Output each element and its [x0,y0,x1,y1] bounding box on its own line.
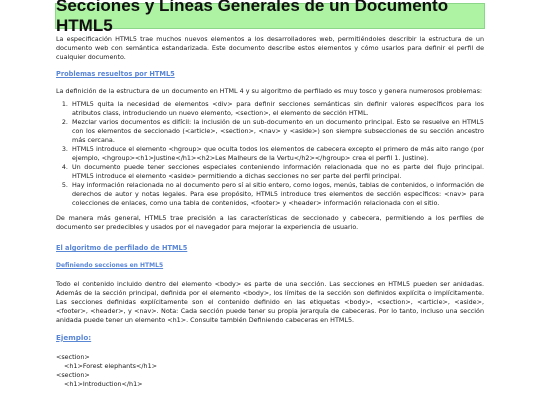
code-line: <h1>Forest elephants</h1> [64,362,157,370]
list-item: 5. Hay información relacionada no al documento pero sí al sitio entero, como logos, menús, tablas de contenidos, o información de derechos de autor y notas legales. Para ese propósito, HTML5 introduce tres elementos de sección específicos: <nav> para colecciones de enlaces, como una tabla de contenidos, <footer> y <header> información relacionada con el sitio. [70,181,484,208]
code-line: <h1>Introduction</h1> [64,380,143,388]
problems-heading-link[interactable]: Problemas resueltos por HTML5 [56,70,175,78]
code-example [56,353,484,389]
algorithm-heading-link[interactable]: El algoritmo de perfilado de HTML5 [56,244,188,252]
document-body [0,35,540,389]
problems-paragraph: La definición de la estructura de un documento en HTML 4 y su algoritmo de perfilado es muy tosco y genera numerosos problemas: [56,87,483,95]
list-item: 1. HTML5 quita la necesidad de elementos <div> para definir secciones semánticas sin definir valores específicos para los atributos class, introduciendo un nuevo elemento, <section>, el elemento de sección HTML. [70,100,484,118]
list-item: 3. HTML5 introduce el elemento <hgroup> que oculta todos los elementos de cabecera excepto el primero de más alto rango (por ejemplo, <hgroup><h1>Justine</h1><h2>Les Malheurs de la Vertu</h2></hgroup> crea el perfil 1. Justine). [70,145,484,163]
title-banner [55,0,485,35]
list-item: 4. Un documento puede tener secciones especiales conteniendo información relacionada que no es parte del flujo principal. HTML5 introduce el elemento <aside> permitiendo a dichas secciones no ser parte del perfil principal. [70,163,484,181]
list-item: 2. Mezclar varios documentos es difícil: la inclusión de un sub-documento en un documento principal. Esto se resuelve en HTML5 con los elementos de seccionado (<article>, <section>, <nav> y <aside>) son siempre subsecciones de su sección ancestro más cercana. [70,118,484,145]
general-paragraph: De manera más general, HTML5 trae precisión a las características de seccionado y cabecera, permitiendo a los perfiles de documento ser predecibles y usados por el navegador para mejorar la experiencia de usuario. [56,214,484,231]
example-heading-link[interactable]: Ejemplo: [56,333,92,342]
problems-list [56,100,484,208]
intro-paragraph: La especificación HTML5 trae muchos nuevos elementos a los desarrolladores web, permitiéndoles describir la estructura de un documento web con semántica estandarizada. Este documento describe estos elementos y cómo usarlos para definir el perfil de cualquier documento. [56,35,484,61]
sections-paragraph: Todo el contenido incluido dentro del elemento <body> es parte de una sección. Las secciones en HTML5 pueden ser anidadas. Además de la sección principal, definida por el elemento <body>, los límites de la sección son definidos explícita o implícitamente. Las secciones definidas explícitamente son el contenido definido en las etiquetas <body>, <section>, <article>, <aside>, <footer>, <header>, y <nav>. Nota: Cada sección puede tener su propia jerarquía de cabeceras. Por lo tanto, incluso una sección anidada puede tener un elemento <h1>. Consulte también Definiendo cabeceras en HTML5. [56,280,484,324]
code-line: <section> [56,371,90,379]
code-line: <section> [56,353,90,361]
page-title: Secciones y Líneas Generales de un Documento HTML5 [56,0,449,35]
defining-sections-link[interactable]: Definiendo secciones en HTML5 [56,262,164,269]
